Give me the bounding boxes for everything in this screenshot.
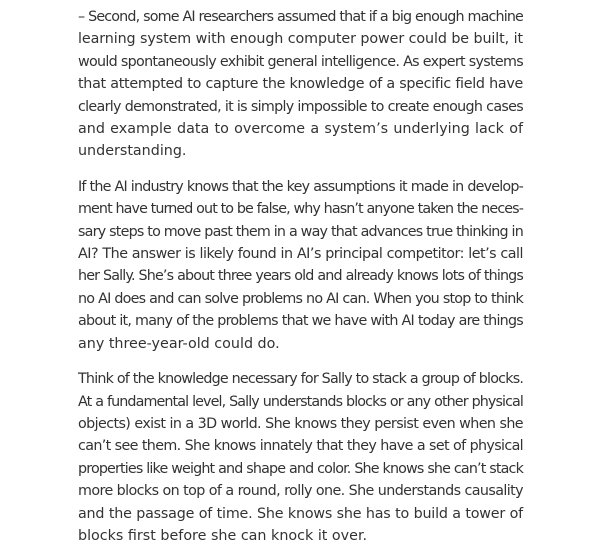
text-line: AI? The answer is likely found in AI’s principal competitor: let’s call bbox=[78, 246, 523, 263]
text-line: that attempted to capture the knowledge of a specific field have bbox=[78, 76, 523, 93]
text-line: understanding. bbox=[78, 143, 187, 160]
text-line: no AI does and can solve problems no AI can. When you stop to think bbox=[78, 290, 523, 307]
paragraph-3 bbox=[78, 368, 523, 547]
article-body bbox=[78, 6, 523, 560]
text-line: more blocks on top of a round, rolly one. She understands causality bbox=[78, 483, 523, 500]
text-line: objects) exist in a 3D world. She knows they persist even when she bbox=[78, 415, 523, 432]
text-line: and the passage of time. She knows she has to build a tower of bbox=[78, 505, 523, 522]
paragraph-2 bbox=[78, 176, 523, 355]
text-line: At a fundamental level, Sally understands blocks or any other physical bbox=[78, 393, 523, 410]
text-line: and example data to overcome a system’s underlying lack of bbox=[78, 121, 523, 138]
text-line: clearly demonstrated, it is simply impossible to create enough cases bbox=[78, 98, 523, 115]
text-line: can’t see them. She knows innately that they have a set of physical bbox=[78, 438, 523, 455]
text-line: would spontaneously exhibit general intelligence. As expert systems bbox=[78, 53, 523, 70]
text-line: learning system with enough computer power could be built, it bbox=[78, 31, 523, 48]
text-line: If the AI industry knows that the key assumptions it made in develop- bbox=[78, 178, 523, 195]
text-line: – Second, some AI researchers assumed that if a big enough machine bbox=[78, 9, 523, 25]
text-line: sary steps to move past them in a way that advances true thinking in bbox=[78, 223, 523, 240]
text-line: properties like weight and shape and color. She knows she can’t stack bbox=[78, 460, 523, 477]
text-line: any three-year-old could do. bbox=[78, 335, 280, 352]
text-line: about it, many of the problems that we have with AI today are things bbox=[78, 313, 523, 330]
text-line: Think of the knowledge necessary for Sally to stack a group of blocks. bbox=[78, 371, 524, 388]
text-line: blocks first before she can knock it over. bbox=[78, 527, 368, 544]
paragraph-1 bbox=[78, 6, 523, 163]
text-line: ment have turned out to be false, why hasn’t anyone taken the neces- bbox=[78, 201, 523, 218]
text-line: her Sally. She’s about three years old and already knows lots of things bbox=[78, 268, 523, 285]
